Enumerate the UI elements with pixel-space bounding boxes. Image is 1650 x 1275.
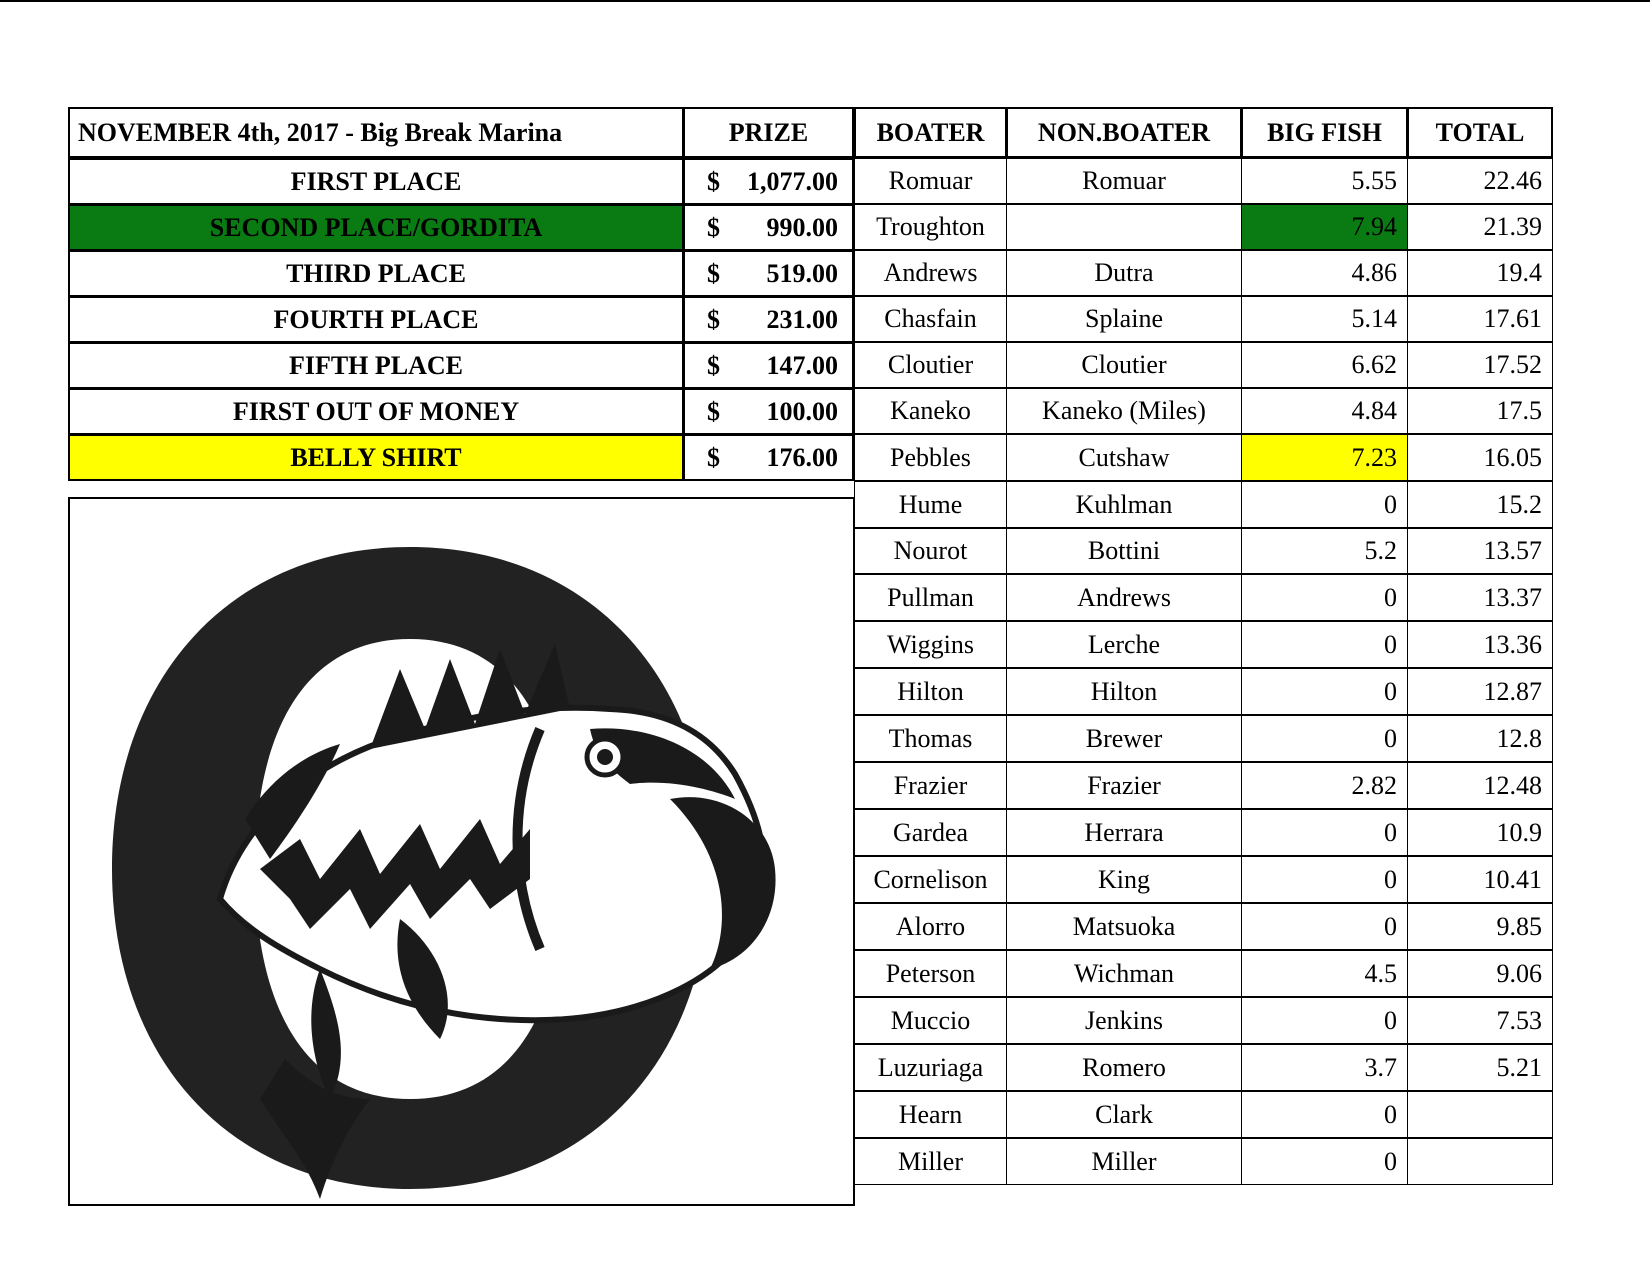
total-cell: 12.8 [1407,715,1553,762]
non-boater-cell: Wichman [1006,950,1242,997]
big-fish-cell: 5.2 [1241,528,1408,574]
big-fish-cell: 5.55 [1241,158,1408,204]
bass-fish-logo-icon [70,499,853,1204]
big-fish-cell: 0 [1241,715,1408,762]
boater-cell: Frazier [854,762,1007,809]
non-boater-cell: Matsuoka [1006,903,1242,950]
non-boater-cell: Andrews [1006,574,1242,621]
big-fish-cell: 4.86 [1241,250,1408,296]
total-cell: 17.61 [1407,296,1553,342]
boater-cell: Wiggins [854,621,1007,668]
place-label: SECOND PLACE/GORDITA [68,204,684,251]
big-fish-cell: 0 [1241,903,1408,950]
big-fish-cell: 7.94 [1241,204,1408,250]
non-boater-cell: Hilton [1006,668,1242,715]
non-boater-cell: Cutshaw [1006,434,1242,481]
prize-amount: 231.00 [766,304,838,334]
total-cell: 9.85 [1407,903,1553,950]
big-fish-cell: 3.7 [1241,1044,1408,1091]
place-prize [683,342,854,389]
big-fish-cell: 2.82 [1241,762,1408,809]
boater-cell: Peterson [854,950,1007,997]
total-cell: 12.48 [1407,762,1553,809]
place-prize [683,204,854,251]
big-fish-cell: 4.5 [1241,950,1408,997]
non-boater-cell: Dutra [1006,250,1242,296]
place-prize [683,158,854,205]
total-cell: 21.39 [1407,204,1553,250]
non-boater-cell: Romuar [1006,158,1242,204]
boater-cell: Romuar [854,158,1007,204]
non-boater-cell: Cloutier [1006,342,1242,388]
place-label: FOURTH PLACE [68,296,684,343]
total-cell: 17.5 [1407,388,1553,434]
boater-cell: Nourot [854,528,1007,574]
header-boater: BOATER [854,107,1007,158]
prize-amount: 519.00 [766,258,838,288]
boater-cell: Luzuriaga [854,1044,1007,1091]
place-prize [683,388,854,435]
non-boater-cell: Romero [1006,1044,1242,1091]
non-boater-cell: King [1006,856,1242,903]
boater-cell: Hearn [854,1091,1007,1138]
boater-cell: Cloutier [854,342,1007,388]
prize-amount: 176.00 [766,442,838,472]
big-fish-cell: 5.14 [1241,296,1408,342]
boater-cell: Pebbles [854,434,1007,481]
place-prize [683,296,854,343]
prize-currency: $ [707,258,720,288]
total-cell: 16.05 [1407,434,1553,481]
non-boater-cell: Kaneko (Miles) [1006,388,1242,434]
boater-cell: Troughton [854,204,1007,250]
non-boater-cell [1006,204,1242,250]
boater-cell: Miller [854,1138,1007,1185]
total-cell: 22.46 [1407,158,1553,204]
big-fish-cell: 0 [1241,621,1408,668]
logo-panel [68,497,855,1206]
big-fish-cell: 0 [1241,997,1408,1044]
place-label: FIFTH PLACE [68,342,684,389]
total-cell: 10.9 [1407,809,1553,856]
big-fish-cell: 0 [1241,1138,1408,1185]
boater-cell: Thomas [854,715,1007,762]
total-cell [1407,1091,1553,1138]
big-fish-cell: 0 [1241,1091,1408,1138]
header-non-boater: NON.BOATER [1006,107,1242,158]
boater-cell: Kaneko [854,388,1007,434]
big-fish-cell: 0 [1241,809,1408,856]
prize-currency: $ [707,166,720,196]
total-cell: 13.57 [1407,528,1553,574]
prize-currency: $ [707,396,720,426]
total-cell: 5.21 [1407,1044,1553,1091]
non-boater-cell: Bottini [1006,528,1242,574]
non-boater-cell: Splaine [1006,296,1242,342]
boater-cell: Gardea [854,809,1007,856]
total-cell: 7.53 [1407,997,1553,1044]
big-fish-cell: 7.23 [1241,434,1408,481]
non-boater-cell: Miller [1006,1138,1242,1185]
big-fish-cell: 0 [1241,668,1408,715]
total-cell: 17.52 [1407,342,1553,388]
prize-currency: $ [707,350,720,380]
header-prize: PRIZE [683,107,854,158]
non-boater-cell: Jenkins [1006,997,1242,1044]
non-boater-cell: Brewer [1006,715,1242,762]
place-prize [683,250,854,297]
total-cell: 15.2 [1407,481,1553,528]
non-boater-cell: Lerche [1006,621,1242,668]
prize-amount: 100.00 [766,396,838,426]
boater-cell: Hume [854,481,1007,528]
boater-cell: Muccio [854,997,1007,1044]
total-cell: 9.06 [1407,950,1553,997]
big-fish-cell: 6.62 [1241,342,1408,388]
big-fish-cell: 4.84 [1241,388,1408,434]
total-cell: 19.4 [1407,250,1553,296]
place-label: THIRD PLACE [68,250,684,297]
boater-cell: Hilton [854,668,1007,715]
non-boater-cell: Clark [1006,1091,1242,1138]
boater-cell: Cornelison [854,856,1007,903]
header-total: TOTAL [1407,107,1553,158]
prize-currency: $ [707,304,720,334]
total-cell: 12.87 [1407,668,1553,715]
boater-cell: Chasfain [854,296,1007,342]
big-fish-cell: 0 [1241,574,1408,621]
header-event: NOVEMBER 4th, 2017 - Big Break Marina [68,107,684,158]
place-prize [683,434,854,481]
top-rule [0,0,1650,2]
boater-cell: Alorro [854,903,1007,950]
prize-amount: 990.00 [766,212,838,242]
place-label: FIRST OUT OF MONEY [68,388,684,435]
prize-amount: 1,077.00 [747,166,838,196]
place-label: BELLY SHIRT [68,434,684,481]
prize-currency: $ [707,212,720,242]
header-big-fish: BIG FISH [1241,107,1408,158]
total-cell: 13.37 [1407,574,1553,621]
big-fish-cell: 0 [1241,856,1408,903]
boater-cell: Andrews [854,250,1007,296]
non-boater-cell: Frazier [1006,762,1242,809]
total-cell: 13.36 [1407,621,1553,668]
place-label: FIRST PLACE [68,158,684,205]
prize-amount: 147.00 [766,350,838,380]
total-cell: 10.41 [1407,856,1553,903]
prize-currency: $ [707,442,720,472]
boater-cell: Pullman [854,574,1007,621]
big-fish-cell: 0 [1241,481,1408,528]
non-boater-cell: Kuhlman [1006,481,1242,528]
non-boater-cell: Herrara [1006,809,1242,856]
total-cell [1407,1138,1553,1185]
